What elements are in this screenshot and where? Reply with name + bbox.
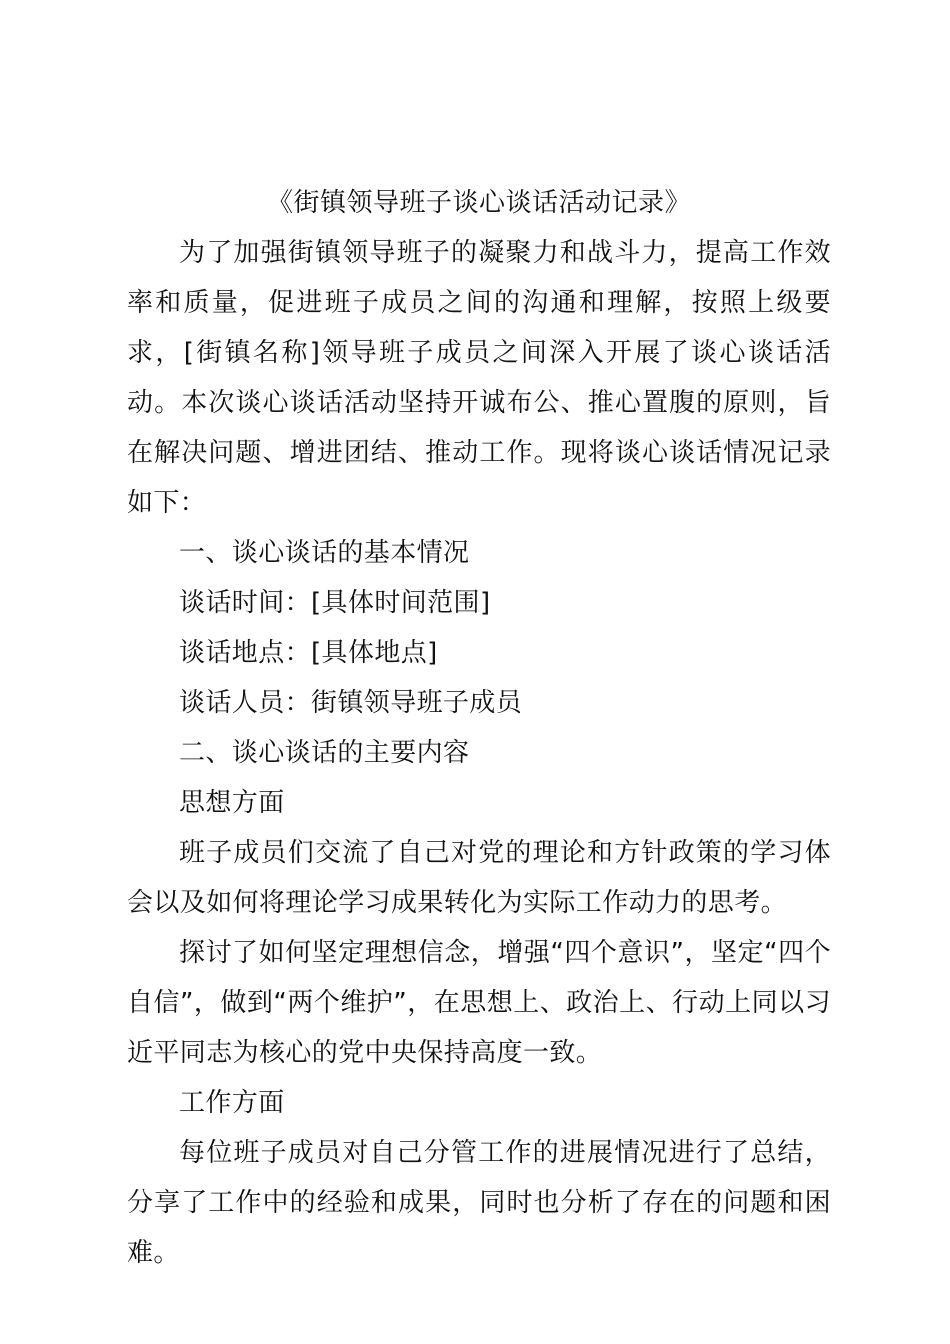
work-paragraph-1: 每位班子成员对自己分管工作的进展情况进行了总结，分享了工作中的经验和成果，同时也分析了存在的问题和困难。 xyxy=(127,1138,831,1268)
thought-paragraph-2: 探讨了如何坚定理想信念，增强“四个意识”，坚定“四个自信”，做到“两个维护”，在思想上、政治上、行动上同以习近平同志为核心的党中央保持高度一致。 xyxy=(127,938,831,1068)
talk-people-line: 谈话人员：街镇领导班子成员 xyxy=(179,688,523,718)
thought-paragraph-1: 班子成员们交流了自己对党的理论和方针政策的学习体会以及如何将理论学习成果转化为实际工作动力的思考。 xyxy=(127,838,831,918)
document-page xyxy=(127,178,831,1278)
section-heading-main-content: 二、谈心谈话的主要内容 xyxy=(179,738,470,768)
section-heading-basic-info: 一、谈心谈话的基本情况 xyxy=(179,538,470,568)
document-title: 《街镇领导班子谈心谈话活动记录》 xyxy=(266,188,691,218)
subheading-work: 工作方面 xyxy=(179,1088,285,1118)
subheading-thought: 思想方面 xyxy=(179,788,285,818)
talk-time-line: 谈话时间：[具体时间范围] xyxy=(179,588,491,618)
talk-place-line: 谈话地点：[具体地点] xyxy=(179,638,438,668)
intro-paragraph: 为了加强街镇领导班子的凝聚力和战斗力，提高工作效率和质量，促进班子成员之间的沟通和理解，按照上级要求，[街镇名称]领导班子成员之间深入开展了谈心谈话活动。本次谈心谈话活动坚持开诚布公、推心置腹的原则，旨在解决问题、增进团结、推动工作。现将谈心谈话情况记录如下： xyxy=(127,238,831,518)
